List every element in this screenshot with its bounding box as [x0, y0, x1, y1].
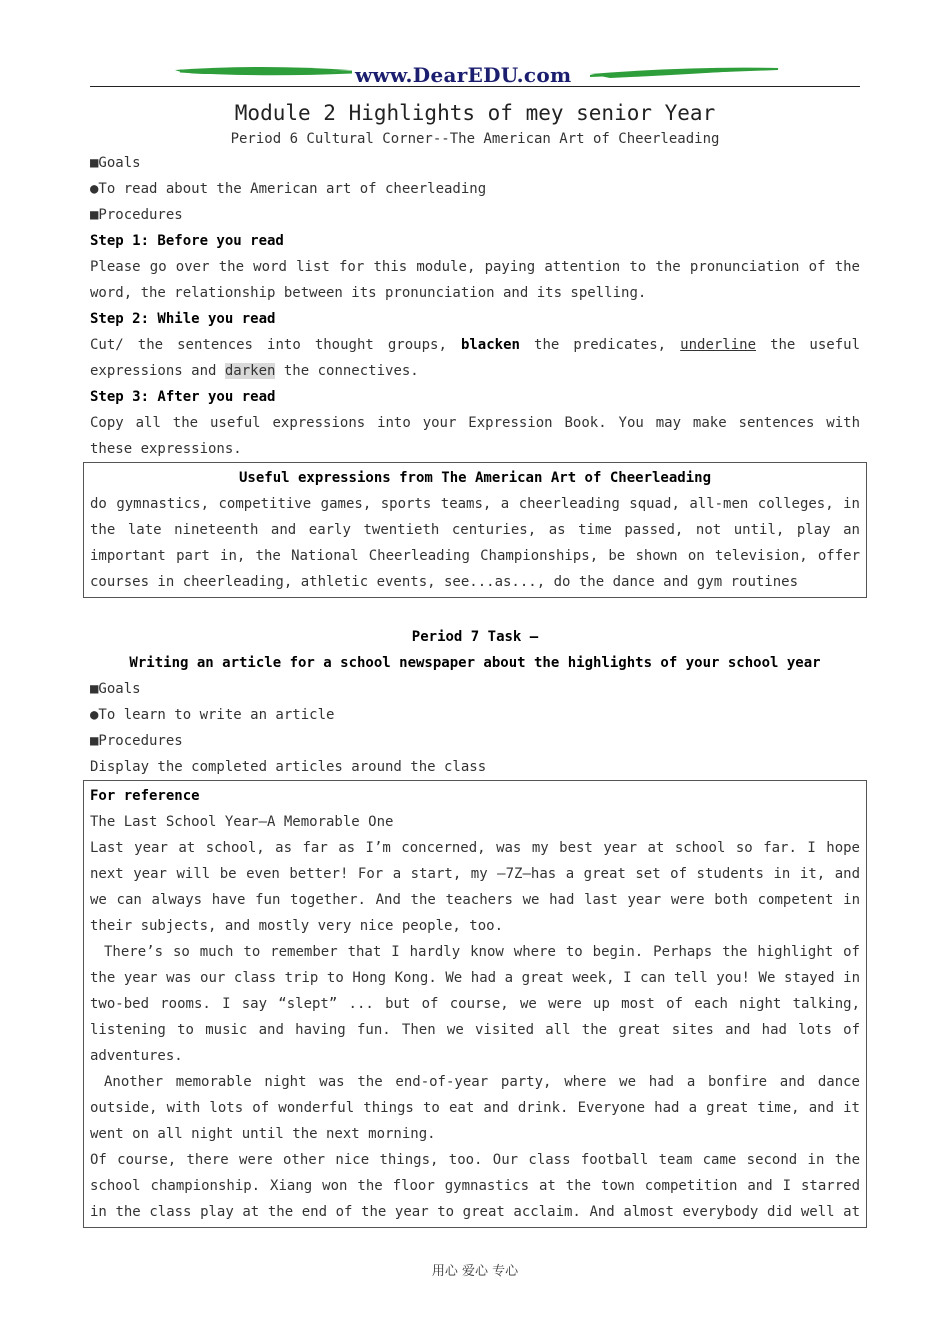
procedures-label: ■Procedures [90, 207, 183, 223]
useful-expressions-box [83, 462, 867, 598]
underline-word: underline [680, 337, 757, 353]
step3-text: Copy all the useful expressions into your Expression Book. You may make sentences with these expressions. [90, 415, 860, 457]
page-title: Module 2 Highlights of mey senior Year [234, 101, 716, 125]
logo-text[interactable]: www.DearEDU.com [355, 63, 572, 87]
header-rule [90, 86, 860, 87]
reference-paragraph-2: There’s so much to remember that I hardly know where to begin. Perhaps the highlight of the year was our class trip to Hong Kong. We had a great week, I can tell you! We stayed in two-bed rooms. I say “slept” ... but of course, we were up most of each night talking, listening to music and having fun. Then we visited all the great sites and had lots of adventures. [90, 944, 860, 1064]
period7-title: Period 7 Task – [411, 629, 539, 645]
reference-paragraph-3: Another memorable night was the end-of-year party, where we had a bonfire and dance outside, with lots of wonderful things to eat and drink. Everyone had a great time, and it went on all night until the next morning. [90, 1074, 860, 1142]
step2-part-a: Cut/ the sentences into thought groups, [90, 337, 461, 353]
reference-box [83, 780, 867, 1228]
goals-label: ■Goals [90, 155, 141, 171]
content [90, 98, 860, 1228]
step1-title: Step 1: Before you read [90, 233, 284, 249]
page-subtitle: Period 6 Cultural Corner--The American Art of Cheerleading [230, 131, 720, 147]
box-title: Useful expressions from The American Art of Cheerleading [238, 470, 711, 486]
goal-item: ●To read about the American art of cheerleading [90, 181, 487, 197]
step2-part-d: the connectives. [275, 363, 419, 379]
reference-paragraph-4: Of course, there were other nice things, too. Our class football team came second in the school championship. Xiang won the floor gymnastics at the town competition and I starred in the class play at the end of the year to great acclaim. And almost everybody did well at [90, 1152, 860, 1220]
p7-procedures-label: ■Procedures [90, 733, 183, 749]
step2-part-c: the useful expressions and [90, 337, 860, 379]
page-footer: 用心 爱心 专心 [431, 1264, 519, 1279]
step2-title: Step 2: While you read [90, 311, 276, 327]
blacken-word: blacken [460, 337, 520, 353]
p7-goal-item: ●To learn to write an article [90, 707, 335, 723]
step2-part-b: the predicates, [519, 337, 681, 353]
darken-word: darken [224, 363, 276, 379]
step2-text [90, 332, 860, 384]
period7-subtitle: Writing an article for a school newspaper about the highlights of your school year [129, 655, 821, 671]
p7-goals-label: ■Goals [90, 681, 141, 697]
reference-label: For reference [90, 788, 200, 804]
p7-display-text: Display the completed articles around the class [90, 759, 487, 775]
step3-title: Step 3: After you read [90, 389, 276, 405]
reference-paragraph-1: Last year at school, as far as I’m concerned, was my best year at school so far. I hope next year will be even better! For a start, my –7Z—has a great set of students in it, and we can always have fun together. And the teachers we had last year were both competent in their subjects, and mostly very nice people, too. [90, 840, 860, 934]
box-text: do gymnastics, competitive games, sports teams, a cheerleading squad, all-men colleges, in the late nineteenth and early twentieth centuries, as time passed, not until, play an important part in, the National Cheerleading Championships, be shown on television, offer courses in cheerleading, athletic events, see...as..., do the dance and gym routines [90, 496, 860, 590]
step1-text: Please go over the word list for this module, paying attention to the pronunciation of the word, the relationship between its pronunciation and its spelling. [90, 259, 860, 301]
reference-title: The Last School Year—A Memorable One [90, 814, 394, 830]
